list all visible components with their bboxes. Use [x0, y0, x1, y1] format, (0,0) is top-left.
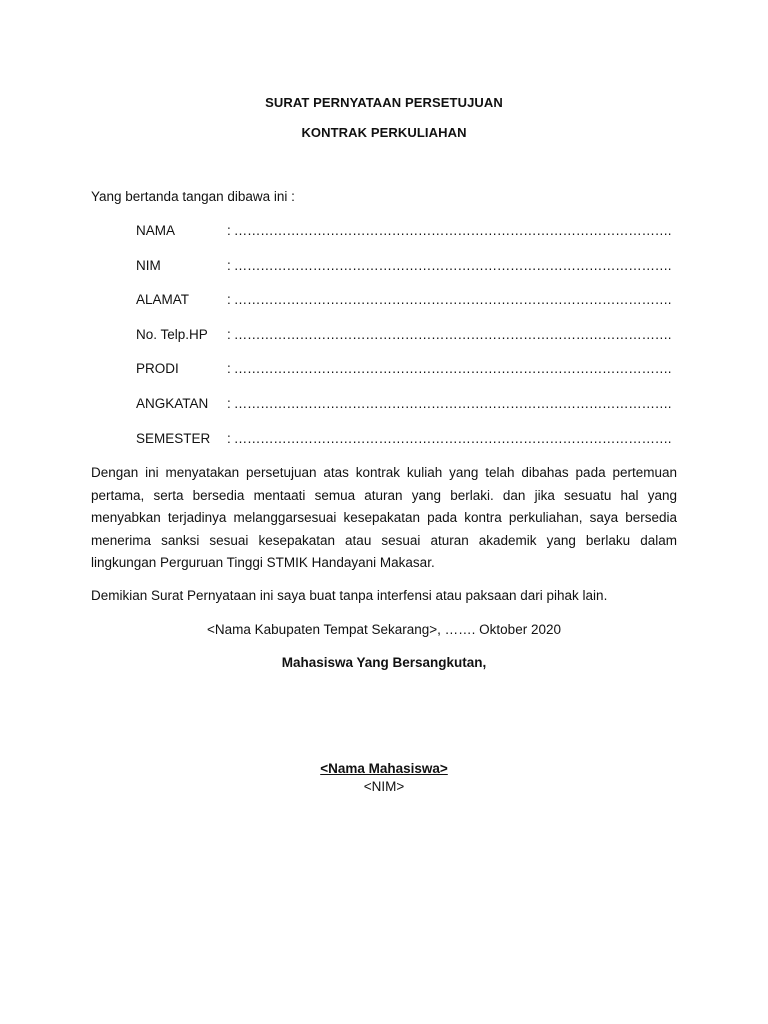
- field-label: ANGKATAN: [136, 396, 209, 411]
- field-value: : ……………………………………………………………………………………….: [227, 258, 672, 273]
- field-row-nama: [136, 223, 672, 241]
- statement-paragraph: Dengan ini menyatakan persetujuan atas kontrak kuliah yang telah dibahas pada pertemuan pertama, serta bersedia mentaati semua aturan yang berlaki. dan jika sesuatu hal yang menyabkan terjadinya melanggarsesuai kesepakatan pada kontra perkuliahan, saya bersedia menerima sanksi sesuai kesepakatan atau sesuai aturan akademik yang berlaku dalam lingkungan Perguruan Tinggi STMIK Handayani Makasar.: [91, 465, 677, 570]
- intro-text: Yang bertanda tangan dibawa ini :: [91, 189, 295, 204]
- field-row-alamat: [136, 292, 672, 310]
- place-date: <Nama Kabupaten Tempat Sekarang>, ……. Oktober 2020: [207, 622, 561, 637]
- field-value: : ……………………………………………………………………………………….: [227, 327, 672, 342]
- field-label: NIM: [136, 258, 161, 273]
- field-row-angkatan: [136, 396, 672, 414]
- field-row-prodi: [136, 361, 672, 379]
- field-label: SEMESTER: [136, 431, 211, 446]
- field-value: : ……………………………………………………………………………………….: [227, 361, 672, 376]
- field-label: No. Telp.HP: [136, 327, 208, 342]
- field-value: : ……………………………………………………………………………………….: [227, 396, 672, 411]
- student-name: <Nama Mahasiswa>: [320, 761, 448, 776]
- field-label: ALAMAT: [136, 292, 190, 307]
- field-value: : ……………………………………………………………………………………….: [227, 223, 672, 238]
- field-row-telp: [136, 327, 672, 345]
- field-label: NAMA: [136, 223, 176, 238]
- closing-paragraph: Demikian Surat Pernyataan ini saya buat tanpa interfensi atau paksaan dari pihak lain.: [91, 588, 608, 603]
- student-nim: <NIM>: [363, 779, 405, 794]
- field-row-nim: [136, 258, 672, 276]
- field-value: : ……………………………………………………………………………………….: [227, 292, 672, 307]
- field-value: : ……………………………………………………………………………………….: [227, 431, 672, 446]
- field-label: PRODI: [136, 361, 179, 376]
- document-title-line-2: KONTRAK PERKULIAHAN: [301, 125, 467, 140]
- signer-title: Mahasiswa Yang Bersangkutan,: [281, 655, 487, 670]
- field-row-semester: [136, 431, 672, 449]
- document-title-line-1: SURAT PERNYATAAN PERSETUJUAN: [265, 95, 503, 110]
